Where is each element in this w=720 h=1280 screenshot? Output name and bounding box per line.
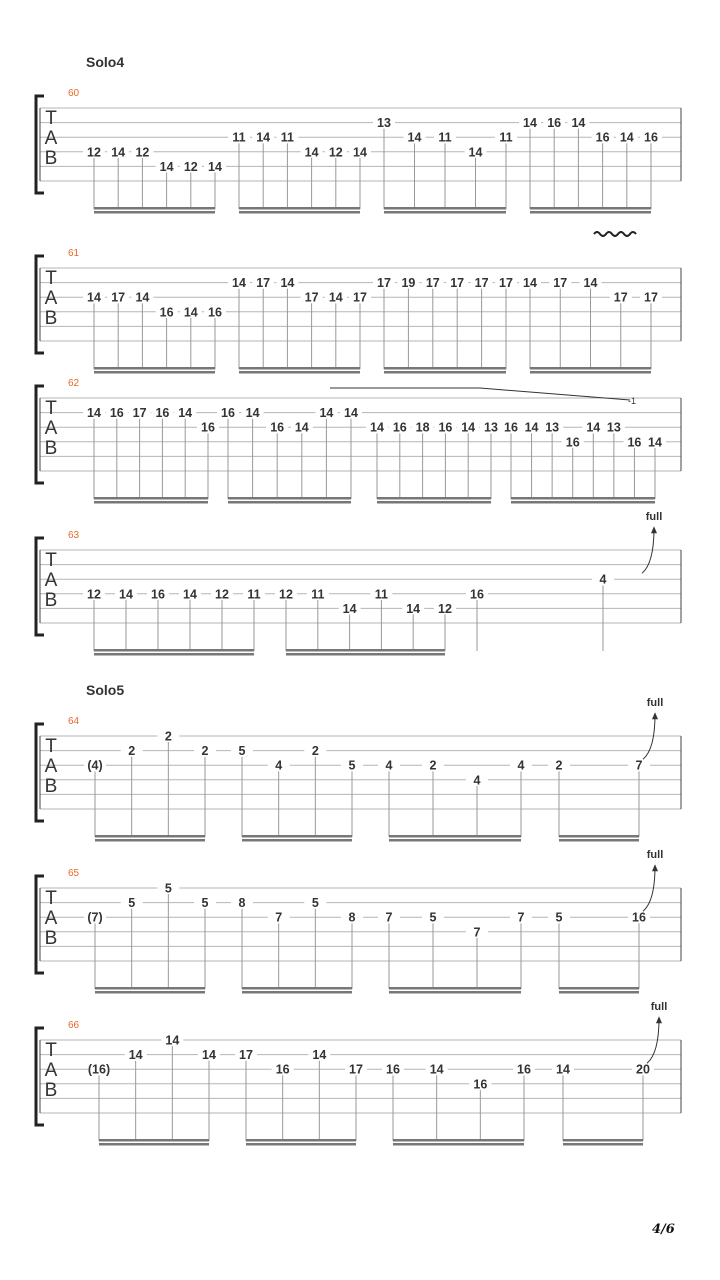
fret-number: 14 (87, 406, 101, 421)
tab-system (36, 511, 681, 655)
fret-number: 5 (238, 744, 246, 759)
beam (94, 501, 208, 504)
fret-number: 2 (555, 758, 563, 773)
beam (95, 839, 205, 842)
fret-number: 12 (328, 145, 343, 160)
fret-number: 14 (256, 130, 271, 145)
bend-label: full (646, 849, 664, 862)
fret-number: 14 (328, 290, 343, 305)
fret-number: 16 (438, 420, 453, 435)
beam (99, 1139, 209, 1142)
beam (239, 211, 360, 214)
beam (228, 501, 351, 504)
fret-number: 14 (523, 276, 537, 291)
fret-number: 16 (201, 420, 215, 435)
bend-label: full (646, 697, 664, 710)
fret-number: 5 (429, 910, 437, 925)
beam (94, 211, 215, 214)
fret-number: 2 (311, 744, 319, 759)
beam (530, 371, 651, 374)
fret-number: 4 (517, 758, 525, 773)
fret-number: 14 (353, 145, 367, 160)
tab-system (36, 378, 681, 504)
fret-number: 11 (232, 130, 246, 145)
fret-number: 14 (294, 420, 309, 435)
beam (530, 367, 651, 370)
fret-number: 5 (348, 758, 356, 773)
fret-number: 4 (599, 572, 607, 587)
fret-number: 11 (311, 587, 325, 602)
tab-clef-letter: T (45, 1040, 57, 1061)
fret-number: 5 (311, 896, 319, 911)
bend-arrowhead (651, 526, 657, 533)
fret-number: 5 (128, 896, 136, 911)
fret-number: 14 (128, 1048, 143, 1063)
bend-arrow (647, 1018, 659, 1063)
fret-number: 16 (504, 420, 518, 435)
tab-clef-letter: B (44, 308, 58, 329)
measure-number: 66 (68, 1020, 80, 1031)
measure-number: 64 (68, 716, 80, 727)
beam (286, 649, 445, 652)
fret-number: 2 (429, 758, 437, 773)
fret-number: 14 (583, 276, 598, 291)
fret-number: 17 (256, 276, 271, 291)
section-label: Solo4 (86, 54, 125, 70)
tab-system (36, 54, 681, 214)
beam (384, 211, 506, 214)
fret-number: 16 (270, 420, 285, 435)
fret-number: 14 (319, 406, 334, 421)
fret-number: 17 (239, 1048, 253, 1063)
fret-number: 17 (349, 1062, 363, 1077)
beam (239, 371, 360, 374)
fret-number: 4 (473, 773, 481, 788)
fret-number: 16 (159, 305, 174, 320)
fret-number: 11 (438, 130, 452, 145)
fret-number: 16 (632, 910, 646, 925)
fret-number: 14 (119, 587, 133, 602)
tab-clef-letter: A (44, 418, 58, 439)
fret-number: (7) (87, 910, 103, 925)
fret-number: 13 (606, 420, 621, 435)
fret-number: 12 (279, 587, 293, 602)
fret-number: 12 (215, 587, 229, 602)
fret-number: 2 (164, 729, 172, 744)
fret-number: 17 (377, 276, 391, 291)
beam (511, 501, 655, 504)
beam (559, 987, 639, 990)
fret-number: 16 (473, 1077, 488, 1092)
fret-number: 17 (474, 276, 489, 291)
fret-number: 17 (553, 276, 568, 291)
tab-system (36, 849, 681, 993)
tab-clef-letter: B (44, 776, 58, 797)
beam (530, 211, 651, 214)
bend-arrow (643, 714, 655, 759)
fret-number: 14 (280, 276, 295, 291)
tab-system (36, 1001, 681, 1145)
fret-number: 12 (183, 159, 198, 174)
fret-number: 14 (586, 420, 601, 435)
fret-number: 16 (565, 435, 580, 450)
fret-number: 14 (202, 1048, 216, 1063)
beam (389, 987, 521, 990)
fret-number: 5 (164, 881, 172, 896)
tab-clef-letter: A (44, 1060, 58, 1081)
fret-number: 14 (135, 290, 150, 305)
bend-arrowhead (652, 712, 658, 719)
fret-number: 17 (450, 276, 465, 291)
fret-number: 14 (524, 420, 539, 435)
beam (94, 371, 215, 374)
beam (377, 497, 491, 500)
fret-number: 14 (342, 601, 357, 616)
beam (242, 991, 352, 994)
fret-number: 14 (245, 406, 260, 421)
fret-number: 16 (547, 116, 562, 131)
fret-number: 7 (275, 910, 283, 925)
fret-number: 5 (201, 896, 209, 911)
fret-number: 17 (425, 276, 440, 291)
fret-number: 16 (155, 406, 170, 421)
beam (377, 501, 491, 504)
fret-number: 20 (636, 1062, 650, 1077)
fret-number: 17 (644, 290, 658, 305)
fret-number: 16 (627, 435, 642, 450)
fret-number: 17 (132, 406, 147, 421)
tab-clef-letter: T (45, 398, 57, 419)
bend-arrowhead (656, 1016, 662, 1023)
beam (384, 371, 506, 374)
fret-number: 2 (128, 744, 136, 759)
fret-number: 14 (183, 587, 197, 602)
tab-system (36, 682, 681, 842)
beam (384, 207, 506, 210)
measure-number: 63 (68, 530, 80, 541)
beam (246, 1139, 356, 1142)
tab-clef-letter: A (44, 908, 58, 929)
beam (242, 839, 352, 842)
fret-number: 7 (517, 910, 525, 925)
beam (95, 835, 205, 838)
beam (94, 207, 215, 210)
tab-clef-letter: T (45, 736, 57, 757)
measure-number: 61 (68, 248, 80, 259)
fret-number: 17 (111, 290, 126, 305)
tab-clef-letter: T (45, 108, 57, 129)
beam (389, 839, 521, 842)
fret-number: 14 (232, 276, 246, 291)
beam (228, 497, 351, 500)
fret-number: 16 (208, 305, 222, 320)
beam (94, 497, 208, 500)
bend-arrow (642, 528, 654, 573)
fret-number: 16 (517, 1062, 531, 1077)
fret-number: 4 (275, 758, 283, 773)
fret-number: 14 (178, 406, 193, 421)
beam (530, 207, 651, 210)
fret-number: 17 (613, 290, 628, 305)
fret-number: 12 (135, 145, 150, 160)
tab-clef-letter: B (44, 148, 58, 169)
fret-number: 14 (468, 145, 483, 160)
fret-number: 16 (595, 130, 610, 145)
fret-number: 16 (275, 1062, 290, 1077)
tab-clef-letter: B (44, 438, 58, 459)
beam (95, 987, 205, 990)
beam (559, 991, 639, 994)
fret-number: 16 (109, 406, 124, 421)
fret-number: (16) (87, 1062, 111, 1077)
fret-number: 12 (438, 601, 452, 616)
fret-number: 7 (635, 758, 643, 773)
fret-number: 17 (499, 276, 513, 291)
tab-clef-letter: B (44, 928, 58, 949)
section-label: Solo5 (86, 682, 125, 698)
beam (559, 839, 639, 842)
fret-number: 12 (87, 587, 101, 602)
fret-number: 4 (385, 758, 393, 773)
tab-clef-letter: T (45, 550, 57, 571)
beam (384, 367, 506, 370)
beam (94, 653, 254, 656)
beam (99, 1143, 209, 1146)
tab-clef-letter: T (45, 268, 57, 289)
beam (286, 653, 445, 656)
beam (563, 1143, 643, 1146)
fret-number: 14 (461, 420, 476, 435)
fret-number: 14 (406, 601, 421, 616)
fret-number: 14 (370, 420, 384, 435)
page-number: 4/6 (652, 1222, 675, 1237)
fret-number: 12 (87, 145, 101, 160)
tab-clef-letter: A (44, 128, 58, 149)
beam (389, 835, 521, 838)
fret-number: 19 (401, 276, 416, 291)
tab-clef-letter: A (44, 570, 58, 591)
fret-number: (4) (87, 758, 103, 773)
fret-number: 14 (523, 116, 537, 131)
bend-arrowhead (652, 864, 658, 871)
fret-number: 13 (484, 420, 498, 435)
bend-label: full (650, 1001, 668, 1014)
fret-number: 14 (183, 305, 198, 320)
vibrato-mark (594, 232, 636, 236)
whammy-value: -1 (628, 396, 637, 406)
fret-number: 17 (304, 290, 319, 305)
fret-number: 8 (238, 896, 246, 911)
fret-number: 5 (555, 910, 563, 925)
beam (246, 1143, 356, 1146)
bend-arrow (643, 866, 655, 911)
beam (239, 367, 360, 370)
fret-number: 14 (429, 1062, 444, 1077)
fret-number: 14 (556, 1062, 570, 1077)
fret-number: 11 (280, 130, 295, 145)
fret-number: 16 (221, 406, 235, 421)
measure-number: 65 (68, 868, 80, 879)
fret-number: 14 (571, 116, 586, 131)
beam (95, 991, 205, 994)
beam (94, 367, 215, 370)
fret-number: 14 (87, 290, 101, 305)
fret-number: 18 (415, 420, 430, 435)
tab-clef-letter: T (45, 888, 57, 909)
fret-number: 16 (644, 130, 658, 145)
measure-number: 60 (68, 88, 80, 99)
fret-number: 14 (159, 159, 174, 174)
beam (242, 987, 352, 990)
fret-number: 14 (111, 145, 126, 160)
tab-clef-letter: B (44, 590, 58, 611)
fret-number: 7 (473, 925, 481, 940)
measure-number: 62 (68, 378, 80, 389)
fret-number: 14 (619, 130, 634, 145)
fret-number: 11 (374, 587, 389, 602)
beam (94, 649, 254, 652)
beam (389, 991, 521, 994)
fret-number: 14 (648, 435, 662, 450)
bend-label: full (645, 511, 663, 524)
fret-number: 16 (470, 587, 484, 602)
fret-number: 14 (407, 130, 422, 145)
fret-number: 14 (304, 145, 319, 160)
fret-number: 11 (247, 587, 261, 602)
fret-number: 14 (165, 1033, 180, 1048)
beam (393, 1139, 524, 1142)
fret-number: 7 (385, 910, 393, 925)
tab-clef-letter: A (44, 288, 58, 309)
fret-number: 16 (151, 587, 165, 602)
beam (511, 497, 655, 500)
tab-system (36, 232, 681, 374)
fret-number: 14 (208, 159, 222, 174)
fret-number: 2 (201, 744, 209, 759)
tab-clef-letter: B (44, 1080, 58, 1101)
fret-number: 13 (377, 116, 391, 131)
beam (242, 835, 352, 838)
fret-number: 16 (386, 1062, 400, 1077)
beam (559, 835, 639, 838)
beam (239, 207, 360, 210)
tab-clef-letter: A (44, 756, 58, 777)
beam (393, 1143, 524, 1146)
fret-number: 8 (348, 910, 356, 925)
fret-number: 14 (344, 406, 358, 421)
fret-number: 16 (392, 420, 407, 435)
fret-number: 13 (545, 420, 560, 435)
fret-number: 17 (353, 290, 367, 305)
fret-number: 14 (312, 1048, 327, 1063)
beam (563, 1139, 643, 1142)
fret-number: 11 (499, 130, 513, 145)
